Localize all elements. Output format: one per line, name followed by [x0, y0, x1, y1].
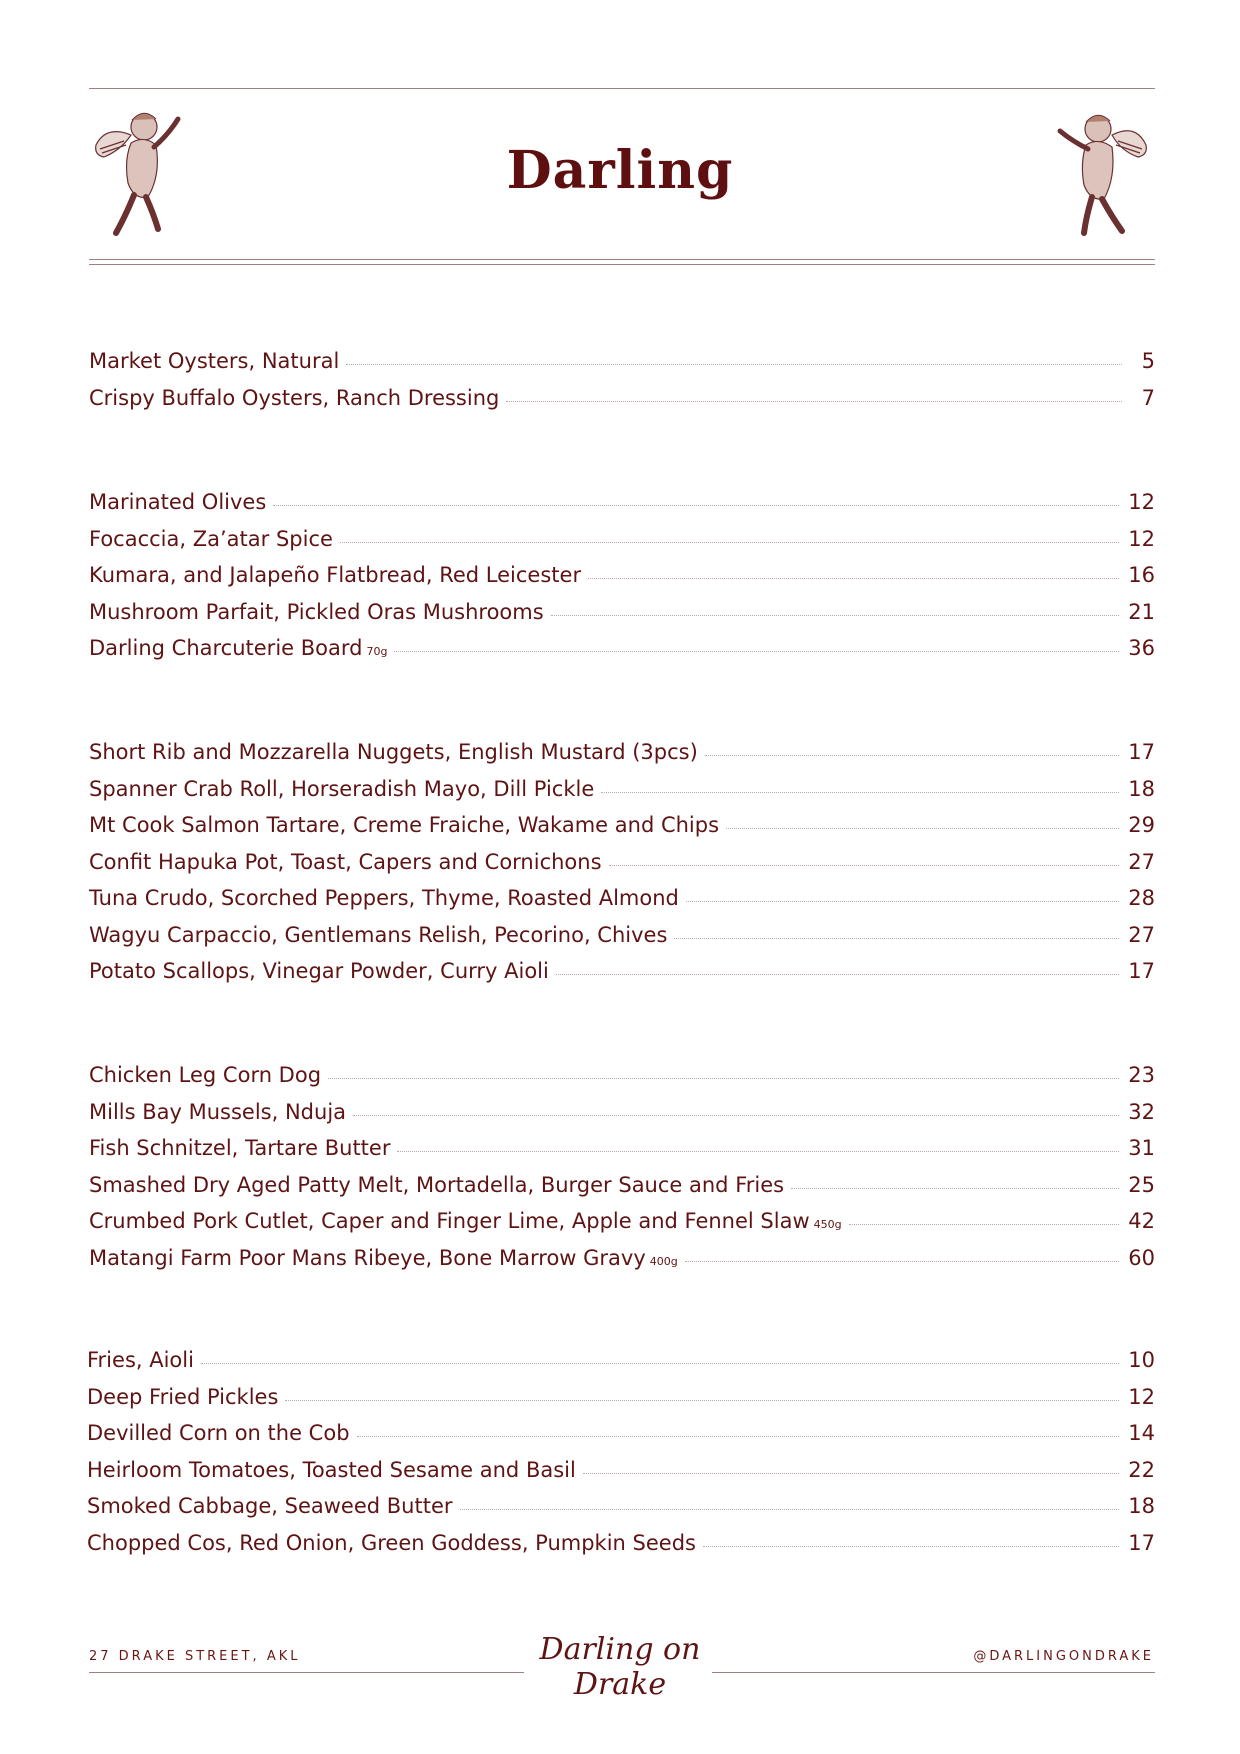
menu-item-price: 17 [1128, 1530, 1155, 1555]
menu-item-leader [397, 1151, 1119, 1152]
footer-script-logo: Darling on Drake [539, 1632, 701, 1702]
menu-item [89, 807, 1155, 843]
menu-item [89, 953, 1155, 989]
menu-item-leader [285, 1400, 1119, 1401]
menu-item [89, 880, 1155, 916]
menu-item-leader [791, 1188, 1119, 1189]
menu-item-price: 31 [1128, 1136, 1155, 1160]
menu-item [87, 1452, 1155, 1488]
menu-item-name: Mushroom Parfait, Pickled Oras Mushrooms [89, 599, 544, 624]
menu-item-price: 23 [1128, 1063, 1155, 1087]
menu-item-leader [328, 1078, 1119, 1079]
menu-item-name: Chicken Leg Corn Dog [89, 1063, 322, 1087]
header-top-rule [89, 88, 1155, 89]
menu-item [89, 521, 1155, 557]
menu-item-price: 7 [1141, 385, 1155, 410]
menu-item [89, 1167, 1155, 1203]
menu-item [87, 1488, 1155, 1524]
menu-item-price: 5 [1141, 349, 1155, 373]
menu-item-weight: 400g [649, 1254, 678, 1268]
menu-item-price: 25 [1128, 1172, 1155, 1197]
menu-item-leader [686, 901, 1119, 902]
menu-item [87, 1525, 1155, 1561]
menu-item-name: Deep Fried Pickles [87, 1384, 279, 1409]
menu-item [89, 917, 1155, 953]
menu-item-name: Crispy Buffalo Oysters, Ranch Dressing [89, 385, 500, 410]
menu-item-name: Wagyu Carpaccio, Gentlemans Relish, Pecorino, Chives [89, 922, 668, 947]
menu-item-price: 21 [1128, 599, 1155, 624]
menu-item-leader [460, 1509, 1120, 1510]
menu-item-leader [273, 505, 1119, 506]
menu-item [89, 771, 1155, 807]
menu-item-price: 27 [1128, 922, 1155, 947]
menu-item-name: Smashed Dry Aged Patty Melt, Mortadella, Burger Sauce and Fries [89, 1172, 785, 1197]
footer-rule-left [89, 1672, 524, 1673]
footer-handle: @DARLINGONDRAKE [973, 1649, 1154, 1664]
menu-item-leader [726, 828, 1119, 829]
menu-item [89, 1130, 1155, 1166]
menu-item-leader [556, 974, 1119, 975]
menu-item-leader [551, 615, 1120, 616]
menu-item-price: 18 [1128, 776, 1155, 801]
menu-item-weight: 450g [813, 1218, 842, 1231]
menu-item [89, 1203, 1155, 1239]
menu-item-name: Potato Scallops, Vinegar Powder, Curry Aioli [89, 959, 549, 983]
menu-item-price: 16 [1128, 563, 1155, 587]
menu-item-price: 22 [1128, 1457, 1155, 1482]
menu-item [89, 844, 1155, 880]
menu-item-leader [201, 1363, 1119, 1364]
menu-item [89, 734, 1155, 770]
menu-item-name: Smoked Cabbage, Seaweed Butter [87, 1494, 453, 1518]
menu-item [89, 630, 1155, 666]
menu-item [89, 594, 1155, 630]
menu-item-leader [353, 1115, 1119, 1116]
menu-item-price: 18 [1128, 1494, 1155, 1518]
menu-item [89, 343, 1155, 379]
menu-item-leader [601, 792, 1119, 793]
header-bottom-rule-2 [89, 264, 1155, 265]
menu-item-leader [674, 938, 1119, 939]
menu-item-name: Confit Hapuka Pot, Toast, Capers and Cornichons [89, 849, 602, 874]
menu-item-name: Chopped Cos, Red Onion, Green Goddess, Pumpkin Seeds [87, 1530, 696, 1555]
menu-item-price: 17 [1128, 959, 1155, 983]
menu-item-leader [609, 865, 1120, 866]
menu-item-name: Fish Schnitzel, Tartare Butter [89, 1136, 391, 1160]
footer-address: 27 DRAKE STREET, AKL [89, 1649, 301, 1664]
menu-item [87, 1415, 1155, 1451]
menu-item-leader [849, 1224, 1120, 1225]
menu-item-name: Mills Bay Mussels, Nduja [89, 1099, 347, 1124]
menu-item-price: 12 [1128, 1384, 1155, 1409]
footer-rule-right [712, 1672, 1155, 1673]
menu-item-leader [583, 1473, 1119, 1474]
menu-item-leader [685, 1261, 1120, 1262]
menu-item-leader [506, 401, 1122, 402]
menu-item-price: 12 [1128, 526, 1155, 551]
menu-item-name: Heirloom Tomatoes, Toasted Sesame and Basil [87, 1457, 576, 1482]
menu-item-name: Marinated Olives [89, 490, 267, 514]
menu-item-name: Mt Cook Salmon Tartare, Creme Fraiche, Wakame and Chips [89, 813, 720, 837]
menu-item-name: Crumbed Pork Cutlet, Caper and Finger Lime, Apple and Fennel Slaw [89, 1209, 810, 1233]
menu-item-name: Devilled Corn on the Cob [87, 1421, 350, 1445]
menu-item-price: 60 [1128, 1245, 1155, 1270]
menu-item [89, 557, 1155, 593]
menu-item [89, 484, 1155, 520]
menu-item-name: Kumara, and Jalapeño Flatbread, Red Leicester [89, 563, 582, 587]
menu-item-leader [340, 542, 1119, 543]
menu-item-price: 42 [1128, 1209, 1155, 1233]
menu-item-leader [357, 1436, 1120, 1437]
menu-item-name: Market Oysters, Natural [89, 349, 340, 373]
menu-item-name: Matangi Farm Poor Mans Ribeye, Bone Marrow Gravy [89, 1245, 646, 1270]
menu-item-price: 14 [1128, 1421, 1155, 1445]
page-title: Darling [506, 140, 734, 201]
menu-item-price: 32 [1128, 1099, 1155, 1124]
menu-item-price: 17 [1128, 740, 1155, 764]
menu-item-leader [703, 1546, 1119, 1547]
menu-item [87, 1342, 1155, 1378]
menu-item-price: 28 [1128, 886, 1155, 910]
menu-item-leader [394, 651, 1119, 652]
menu-item-leader [588, 578, 1119, 579]
menu-item-price: 27 [1128, 849, 1155, 874]
header-bottom-rule-1 [89, 259, 1155, 260]
menu-item [89, 380, 1155, 416]
menu-item-leader [705, 755, 1120, 756]
menu-item [89, 1057, 1155, 1093]
menu-item-name: Focaccia, Za’atar Spice [89, 526, 333, 551]
menu-item [87, 1379, 1155, 1415]
menu-item-price: 10 [1128, 1348, 1155, 1372]
menu-item-price: 29 [1128, 813, 1155, 837]
menu-item-price: 36 [1128, 636, 1155, 660]
menu-item [89, 1240, 1155, 1276]
menu-item-price: 12 [1128, 490, 1155, 514]
menu-item-name: Darling Charcuterie Board [89, 636, 363, 660]
menu-item-name: Spanner Crab Roll, Horseradish Mayo, Dill Pickle [89, 776, 595, 801]
menu-item-name: Fries, Aioli [87, 1348, 194, 1372]
menu-item-name: Short Rib and Mozzarella Nuggets, English Mustard (3pcs) [89, 740, 698, 764]
menu-item [89, 1094, 1155, 1130]
menu-item-leader [346, 364, 1122, 365]
menu-item-weight: 70g [366, 645, 388, 658]
menu-item-name: Tuna Crudo, Scorched Peppers, Thyme, Roasted Almond [89, 886, 679, 910]
